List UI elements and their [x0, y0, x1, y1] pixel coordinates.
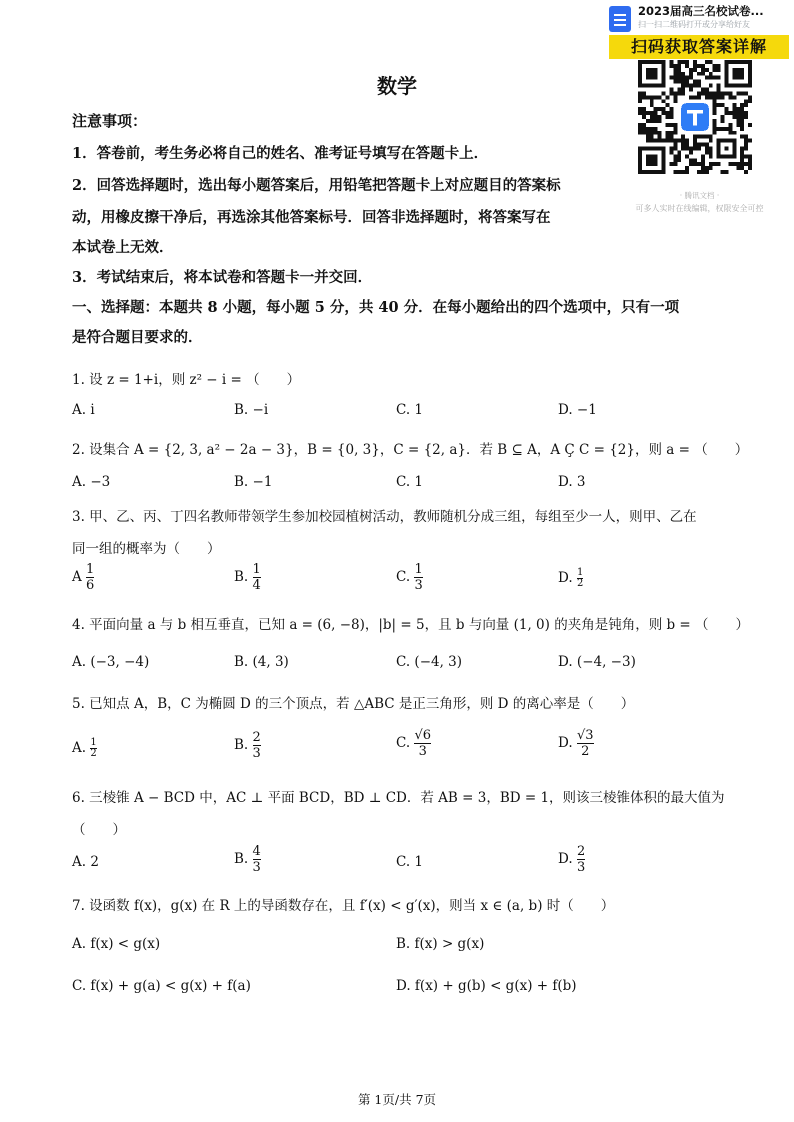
q7-option-c: C. f(x) + g(a) < g(x) + f(a): [72, 978, 251, 994]
q5-a-numerator: 1: [90, 737, 97, 748]
q3-c-denominator: 3: [414, 578, 423, 593]
q5-option-b-fraction: [253, 730, 261, 761]
q1-option-c: C. 1: [396, 402, 424, 418]
q3-option-a-fraction: [86, 562, 94, 593]
q1-option-d: D. −1: [558, 402, 597, 418]
q3-option-d-fraction: [577, 568, 583, 589]
q3-option-b-fraction: [253, 562, 261, 593]
q3-b-denominator: 4: [252, 578, 261, 593]
q3-a-denominator: 6: [86, 578, 95, 593]
q5-option-d: [558, 728, 594, 759]
q5-option-c: [396, 728, 431, 759]
notice-line-1: 1．答卷前，考生务必将自己的姓名、准考证号填写在答题卡上．: [72, 145, 489, 162]
q3-option-a: [72, 562, 94, 593]
q3-option-c-fraction: [414, 562, 422, 593]
q3-option-c-label: C.: [396, 569, 411, 585]
q4-option-d: D. (−4, −3): [558, 654, 636, 670]
q5-option-b-label: B.: [234, 737, 249, 753]
q5-option-c-label: C.: [396, 735, 411, 751]
q6-option-b: [234, 844, 261, 875]
q2-option-d: D. 3: [558, 474, 586, 490]
notice-line-3: 动，用橡皮擦干净后，再选涂其他答案标号．回答非选择题时，将答案写在: [72, 209, 551, 226]
q5-option-d-fraction: [577, 728, 594, 759]
q3-option-b: [234, 562, 261, 593]
q5-d-numerator: √3: [576, 728, 594, 743]
q2-stem: 2. 设集合 A = {2, 3, a² − 2a − 3}，B = {0, 3}，C = {2, a}．若 B ⊆ A，A Ç C = {2}，则 a = （ ）: [72, 442, 749, 458]
q3-option-d: [558, 568, 583, 589]
q6-option-d-fraction: [577, 844, 585, 875]
q3-b-numerator: 1: [252, 562, 261, 577]
q6-d-denominator: 3: [576, 860, 586, 875]
qr-card-subtitle: 扫一扫二维码打开或分享给好友: [638, 20, 750, 29]
qr-code[interactable]: [638, 60, 752, 174]
q6-option-c: C. 1: [396, 854, 424, 870]
notice-heading: 注意事项：: [72, 112, 148, 130]
q6-stem-line-2: （ ）: [72, 822, 126, 838]
q1-option-a: A. i: [72, 402, 95, 418]
q2-option-a: A. −3: [72, 474, 111, 490]
q3-option-a-label: A: [72, 569, 82, 585]
q5-d-denominator: 2: [581, 744, 590, 759]
q5-option-a: [72, 738, 97, 759]
q2-option-b: B. −1: [234, 474, 273, 490]
q5-option-b: [234, 730, 261, 761]
section-heading-line-2: 是符合题目要求的．: [72, 329, 203, 346]
exam-title: 数学: [377, 74, 417, 98]
q6-option-d-label: D.: [558, 851, 573, 867]
q4-stem: 4. 平面向量 a 与 b 相互垂直，已知 a = (6, −8)，|b| = 5，且 b 与向量 (1, 0) 的夹角是钝角，则 b = （ ）: [72, 617, 750, 633]
q5-option-d-label: D.: [558, 735, 573, 751]
q3-c-numerator: 1: [414, 562, 423, 577]
q7-stem: 7. 设函数 f(x)，g(x) 在 R 上的导函数存在，且 f′(x) < g′(x)，则当 x ∈ (a, b) 时（ ）: [72, 898, 615, 914]
q5-b-denominator: 3: [252, 746, 261, 761]
q4-option-a: A. (−3, −4): [72, 654, 150, 670]
q3-d-numerator: 1: [576, 567, 584, 578]
q3-option-d-label: D.: [558, 570, 573, 586]
q6-stem-line-1: 6. 三棱锥 A − BCD 中，AC ⊥ 平面 BCD，BD ⊥ CD．若 AB = 3，BD = 1，则该三棱锥体积的最大值为: [72, 790, 725, 806]
section-heading-line-1: 一、选择题：本题共 8 小题，每小题 5 分，共 40 分．在每小题给出的四个选项中，只有一项: [72, 299, 680, 316]
q5-c-numerator: √6: [414, 728, 431, 743]
q7-option-b: B. f(x) > g(x): [396, 936, 485, 952]
qr-answer-banner: 扫码获取答案详解: [609, 35, 789, 59]
q5-option-a-fraction: [90, 738, 96, 759]
q6-option-b-fraction: [253, 844, 261, 875]
q3-stem-line-1: 3. 甲、乙、丙、丁四名教师带领学生参加校园植树活动，教师随机分成三组，每组至少一人，则甲、乙在: [72, 509, 697, 525]
q4-option-b: B. (4, 3): [234, 654, 289, 670]
page-number: 第 1页/共 7页: [357, 1092, 437, 1107]
notice-line-2: 2．回答选择题时，选出每小题答案后，用铅笔把答题卡上对应题目的答案标: [72, 177, 561, 194]
q3-a-numerator: 1: [86, 562, 95, 577]
q6-d-numerator: 2: [576, 844, 586, 859]
q5-option-c-fraction: [414, 728, 431, 759]
q6-option-d: [558, 844, 585, 875]
qr-footer-caption: 可多人实时在线编辑，权限安全可控: [635, 204, 764, 213]
q3-option-b-label: B.: [234, 569, 249, 585]
q6-option-a: A. 2: [72, 854, 99, 870]
q6-option-b-label: B.: [234, 851, 249, 867]
q2-option-c: C. 1: [396, 474, 424, 490]
q6-b-numerator: 4: [252, 844, 261, 859]
q3-d-denominator: 2: [576, 578, 584, 589]
q5-b-numerator: 2: [252, 730, 261, 745]
q6-b-denominator: 3: [252, 860, 261, 875]
notice-line-5: 3．考试结束后，将本试卷和答题卡一并交回．: [72, 269, 373, 286]
q5-option-a-label: A.: [72, 740, 87, 756]
qr-footer-brand: · 腾讯文档 ·: [679, 191, 720, 200]
q5-c-denominator: 3: [418, 744, 427, 759]
qr-card-title[interactable]: 2023届高三名校试卷...: [638, 4, 764, 18]
q4-option-c: C. (−4, 3): [396, 654, 463, 670]
q7-option-d: D. f(x) + g(b) < g(x) + f(b): [396, 978, 577, 994]
q5-a-denominator: 2: [90, 748, 97, 759]
tencent-docs-icon: [609, 6, 631, 32]
q1-option-b: B. −i: [234, 402, 269, 418]
q1-stem: 1. 设 z = 1+i，则 z² − i = （ ）: [72, 372, 301, 388]
q3-option-c: [396, 562, 423, 593]
q7-option-a: A. f(x) < g(x): [72, 936, 161, 952]
q5-stem: 5. 已知点 A，B，C 为椭圆 D 的三个顶点，若 △ABC 是正三角形，则 D 的离心率是（ ）: [72, 696, 635, 712]
q3-stem-line-2: 同一组的概率为（ ）: [72, 541, 221, 557]
notice-line-4: 本试卷上无效．: [72, 239, 174, 256]
